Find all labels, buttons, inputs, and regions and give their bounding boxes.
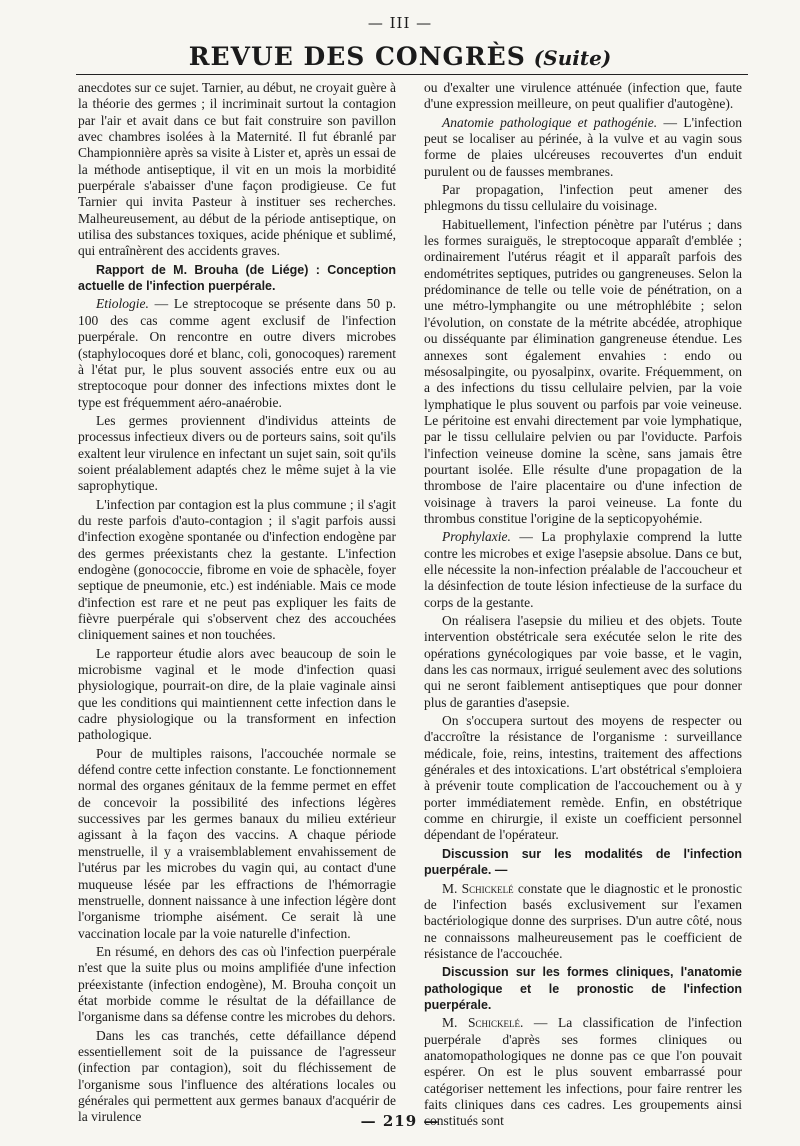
paragraph-text: — Le streptocoque se présente dans 50 p. 100 des cas comme agent exclusif de l'infection puerpérale. On rencontre en outre divers microbes (staphylocoques doré et blanc, coli, gonocoques) rarement à l'état pur, le plus souvent associés entre eux ou au streptocoque pour donner des infections mixtes dont le type est fréquemment aéro-anaérobie.	[78, 296, 396, 410]
paragraph-lead: Etiologie.	[96, 296, 149, 312]
paragraph: anecdotes sur ce sujet. Tarnier, au début, ne croyait guère à la théorie des germes ; il incriminait surtout la contagion par l'air et avait dans ce but fait construire son pavillon avec chambres isolées à la Maternité. Il fut ébranlé par Championnière après sa visite à Lister et, après un essai de la méthode antiseptique, il vit en un mois la morbidité puerpérale s'abaisser d'une façon prodigieuse. Ce fut Tarnier qui invita Pasteur à instituer ses recherches. Malheureusement, au début de la période antiseptique, on utilisa des substances toxiques, acide phénique et sublimé, qui entraînèrent des accidents graves.	[78, 80, 397, 259]
paragraph: Dans les cas tranchés, cette défaillance dépend essentiellement soit de la puissance de l'agresseur (infection par contagion), soit du fléchissement de l'organisme sous l'influence des altérations locales ou générales qui permettent aux germes banaux d'acquérir de la virulence	[78, 1027, 396, 1125]
paragraph	[424, 881, 742, 963]
paragraph-lead: Anatomie pathologique et pathogénie.	[442, 114, 658, 130]
running-head-title: REVUE DES CONGRÈS	[188, 42, 526, 71]
paragraph: ou d'exalter une virulence atténuée (infection que, faute d'une expression meilleure, on peut qualifier d'autogène).	[424, 80, 742, 112]
paragraph-text: — L'infection peut se localiser au périnée, à la vulve et au vagin sous forme de plaies ulcéreuses recouvertes d'un enduit purulent ou de fausses membranes.	[424, 114, 742, 179]
paragraph-lead: Prophylaxie.	[442, 529, 511, 545]
paragraph-text: — La prophylaxie comprend la lutte contre les microbes et exige l'asepsie absolue. Dans ce but, elle nécessite la non-infection préalable de l'accoucheur et la désinfection de toute lésion infectieuse de la surface du corps de la gestante.	[424, 529, 742, 610]
speaker-name: M. Schickelé	[442, 880, 514, 896]
section-heading: Rapport de M. Brouha (de Liége) : Conception actuelle de l'infection puerpérale.	[78, 262, 396, 294]
paragraph: On s'occupera surtout des moyens de respecter ou d'accroître la résistance de l'organisme : surveillance médicale, foie, reins, intestins, traitement des affections générales et des intoxications. L'art obstétrical s'emploiera à prévenir toute complication de l'accouchement ou à y porter immédiatement remède. Enfin, en obstétrique comme en chirurgie, il existe un coefficient personnel dépendant de l'opérateur.	[424, 713, 742, 843]
running-head	[0, 42, 800, 71]
paragraph: Pour de multiples raisons, l'accouchée normale se défend contre cette infection constante. Le fonctionnement normal des organes génitaux de la femme permet en effet de concevoir la possibilité des infections légères successives par les germes banaux du milieu extérieur agissant à la façon des vaccins. A chaque période menstruelle, il y a vraisemblablement envahissement de l'utérus par les microbes du vagin qui, au contact d'une muqueuse lésée par les effractions de l'hémorragie menstruelle, donnent naissance à une infection légère dont l'organisme triomphe aisément. Ce serait là une vaccination locale par la voie naturelle d'infection.	[78, 745, 396, 941]
paragraph: Les germes proviennent d'individus atteints de processus infectieux divers ou de porteurs sains, soit qu'ils exaltent leur virulence en infectant un sujet sain, soit qu'ils soient préalablement adaptés chez le même sujet à la vie saprophytique.	[78, 412, 396, 494]
paragraph: On réalisera l'asepsie du milieu et des objets. Toute intervention obstétricale sera exécutée selon le rite des opérations gynécologiques par voie basse, et le vagin, dans les cas normaux, irrigué seulement avec des solutions qui ne seront faiblement antiseptiques que pour donner plus de garanties d'asepsie.	[424, 613, 742, 710]
section-heading: Discussion sur les modalités de l'infection puerpérale. —	[424, 846, 742, 878]
header-rule	[76, 74, 748, 75]
running-head-suite: (Suite)	[533, 46, 612, 70]
paragraph: En résumé, en dehors des cas où l'infection puerpérale n'est que la suite plus ou moins amplifiée d'une infection préexistante (infection endogène), M. Brouha conçoit un état morbide comme le résultat de la défaillance de l'organisme dans sa défense contre les microbes du dehors.	[78, 943, 396, 1025]
speaker-name: M. Schickelé.	[442, 1015, 524, 1031]
paragraph: Le rapporteur étudie alors avec beaucoup de soin le microbisme vaginal et le mode d'infection quasi physiologique, pourrait-on dire, de la plaie vaginale ainsi que les conditions qui maintiennent cette infection dans le cadre physiologique ou la transforment en infection pathologique.	[78, 645, 396, 743]
paragraph: Habituellement, l'infection pénètre par l'utérus ; dans les formes suraiguës, le streptocoque apparaît d'emblée ; ordinairement l'utérus réagit et il apparaît parfois des endométrites septiques, putrides ou gangreneuses. Selon la prédominance de telle ou telle voie de pénétration, on a une métro-lymphangite ou une métrophlébite ; selon l'évolution, on constate de la métrite abcédée, atrophique ou disséquante par élimination gangreneuse étendue. Les annexes sont également envahies : endo ou mésosalpingite, ou pyosalpinx, ovarite. Fréquemment, on a des infections du tissu cellulaire pelvien, par la voie lymphatique le plus souvent ou parfois par voie veineuse. Le péritoine est envahi directement par voie lymphatique, par le tissu cellulaire pelvien ou par l'oviducte. Parfois l'infection veineuse domine la scène, sans jamais être pourtant isolée. Elle résulte d'une propagation de la thrombose de l'aire placentaire ou d'une infection de voisinage à travers la paroi veineuse. La fonte du thrombus constitue l'origine de la septicopyohémie.	[424, 216, 742, 526]
paragraph	[78, 296, 396, 410]
paragraph-text: — La classification de l'infection puerpérale d'après ses formes cliniques ou anatomopathologiques ne donne pas ce que l'on pouvait espérer. On est le plus souvent embarrassé pour catégoriser nettement les infections, pour faire rentrer les faits cliniques dans ces cadres. Les groupements ainsi constitués sont	[424, 1015, 742, 1129]
paragraph-text: constate que le diagnostic et le pronostic de l'infection basés exclusivement sur l'examen bactériologique donne des surprises. D'un autre côté, nous ne connaissons malheureusement pas le coefficient de résistance de l'accouchée.	[424, 880, 742, 961]
page-number: — 219 —	[360, 1112, 440, 1130]
section-heading: Discussion sur les formes cliniques, l'anatomie pathologique et le pronostic de l'infection puerpérale.	[424, 965, 742, 1012]
top-folio: — III —	[367, 14, 433, 32]
left-column	[78, 80, 397, 1125]
paragraph: L'infection par contagion est la plus commune ; il s'agit du reste parfois d'auto-contagion ; il s'agit parfois aussi d'infection exogène spontanée ou d'infection endogène par des germes préexistants chez la gestante. L'infection endogène (gonococcie, fibrome en voie de sphacèle, foyer septique de pneumonie, etc.) est indéniable. Mais ce mode d'infection est rare et ne peut pas expliquer les faits de fièvre puerpérale qui s'observent chez des accouchées cliniquement saines et non touchées.	[78, 496, 396, 643]
paragraph: Par propagation, l'infection peut amener des phlegmons du tissu cellulaire du voisinage.	[424, 182, 742, 214]
paragraph	[424, 115, 742, 180]
right-column	[424, 80, 742, 1129]
paragraph	[424, 529, 742, 611]
